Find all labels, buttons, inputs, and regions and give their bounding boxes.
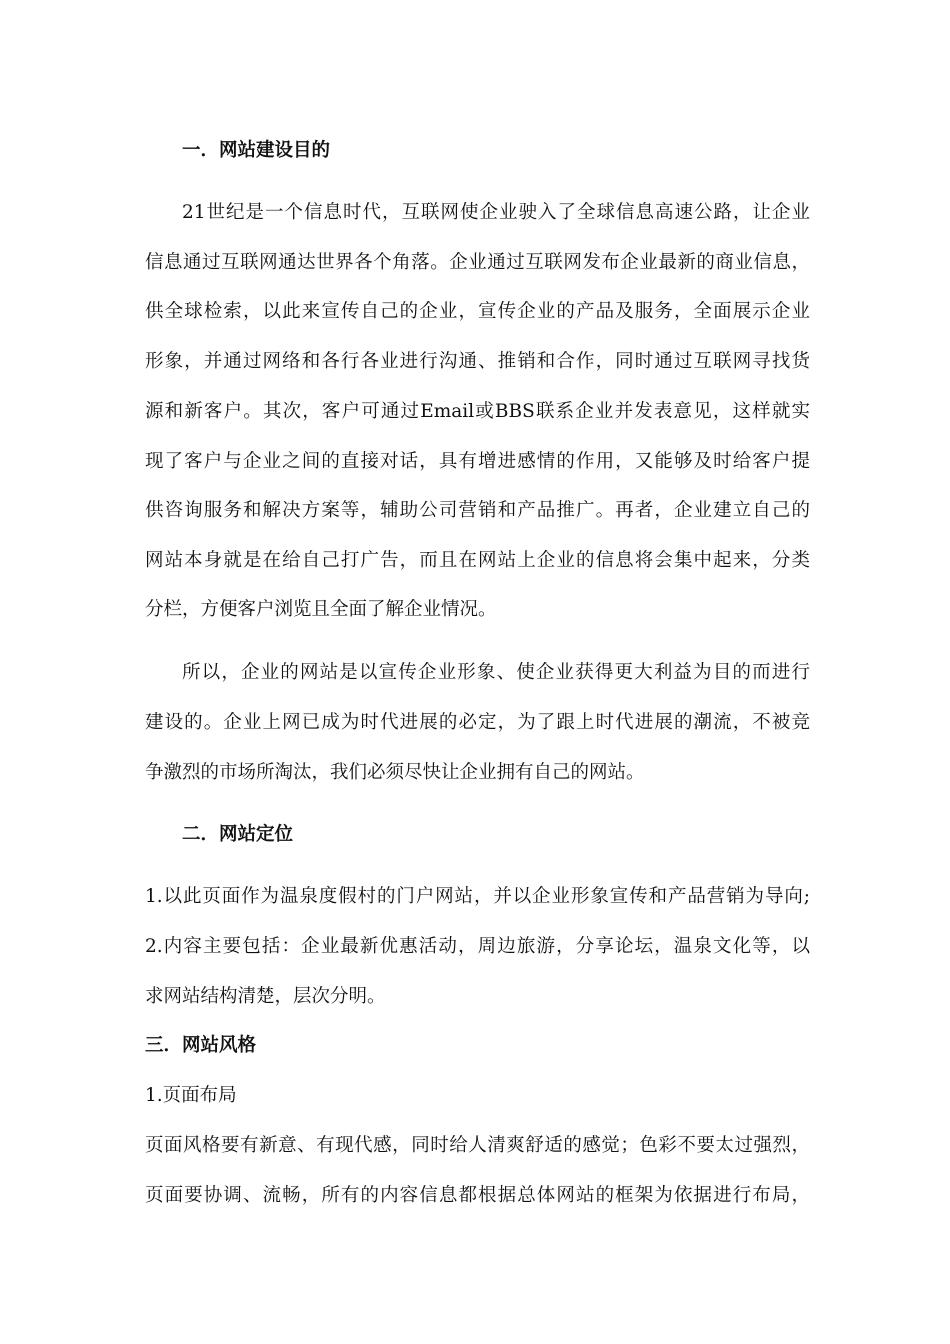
paragraph-line: 形象，并通过网络和各行各业进行沟通、推销和合作，同时通过互联网寻找货	[145, 351, 810, 372]
section-heading-2: 二．网站定位	[182, 824, 294, 845]
paragraph-line: 源和新客户。其次，客户可通过Email或BBS联系企业并发表意见，这样就实	[145, 401, 810, 422]
paragraph-line: 21世纪是一个信息时代，互联网使企业驶入了全球信息高速公路，让企业	[182, 202, 810, 223]
sub-heading: 1.页面布局	[145, 1085, 237, 1106]
paragraph-line: 供全球检索，以此来宣传自己的企业，宣传企业的产品及服务，全面展示企业	[145, 301, 810, 322]
paragraph-line: 争激烈的市场所淘汰，我们必须尽快让企业拥有自己的网站。	[145, 762, 645, 783]
paragraph-line: 信息通过互联网通达世界各个角落。企业通过互联网发布企业最新的商业信息，	[145, 252, 810, 273]
paragraph-line: 供咨询服务和解决方案等，辅助公司营销和产品推广。再者，企业建立自己的	[145, 500, 810, 521]
section-heading-3: 三．网站风格	[145, 1035, 257, 1056]
paragraph-line: 页面风格要有新意、有现代感，同时给人清爽舒适的感觉；色彩不要太过强烈，	[145, 1135, 810, 1156]
paragraph-line: 页面要协调、流畅，所有的内容信息都根据总体网站的框架为依据进行布局，	[145, 1185, 810, 1206]
list-item: 求网站结构清楚，层次分明。	[145, 986, 386, 1007]
paragraph-line: 所以，企业的网站是以宣传企业形象、使企业获得更大利益为目的而进行	[182, 662, 810, 683]
paragraph-line: 分栏，方便客户浏览且全面了解企业情况。	[145, 599, 497, 620]
paragraph-line: 建设的。企业上网已成为时代进展的必定，为了跟上时代进展的潮流，不被竞	[145, 712, 810, 733]
paragraph-line: 网站本身就是在给自己打广告，而且在网站上企业的信息将会集中起来，分类	[145, 550, 810, 571]
paragraph-line: 现了客户与企业之间的直接对话，具有增进感情的作用，又能够及时给客户提	[145, 451, 810, 472]
list-item: 2.内容主要包括：企业最新优惠活动，周边旅游，分享论坛，温泉文化等，以	[145, 936, 810, 957]
list-item: 1.以此页面作为温泉度假村的门户网站，并以企业形象宣传和产品营销为导向;	[145, 886, 810, 907]
section-heading-1: 一．网站建设目的	[182, 140, 331, 161]
